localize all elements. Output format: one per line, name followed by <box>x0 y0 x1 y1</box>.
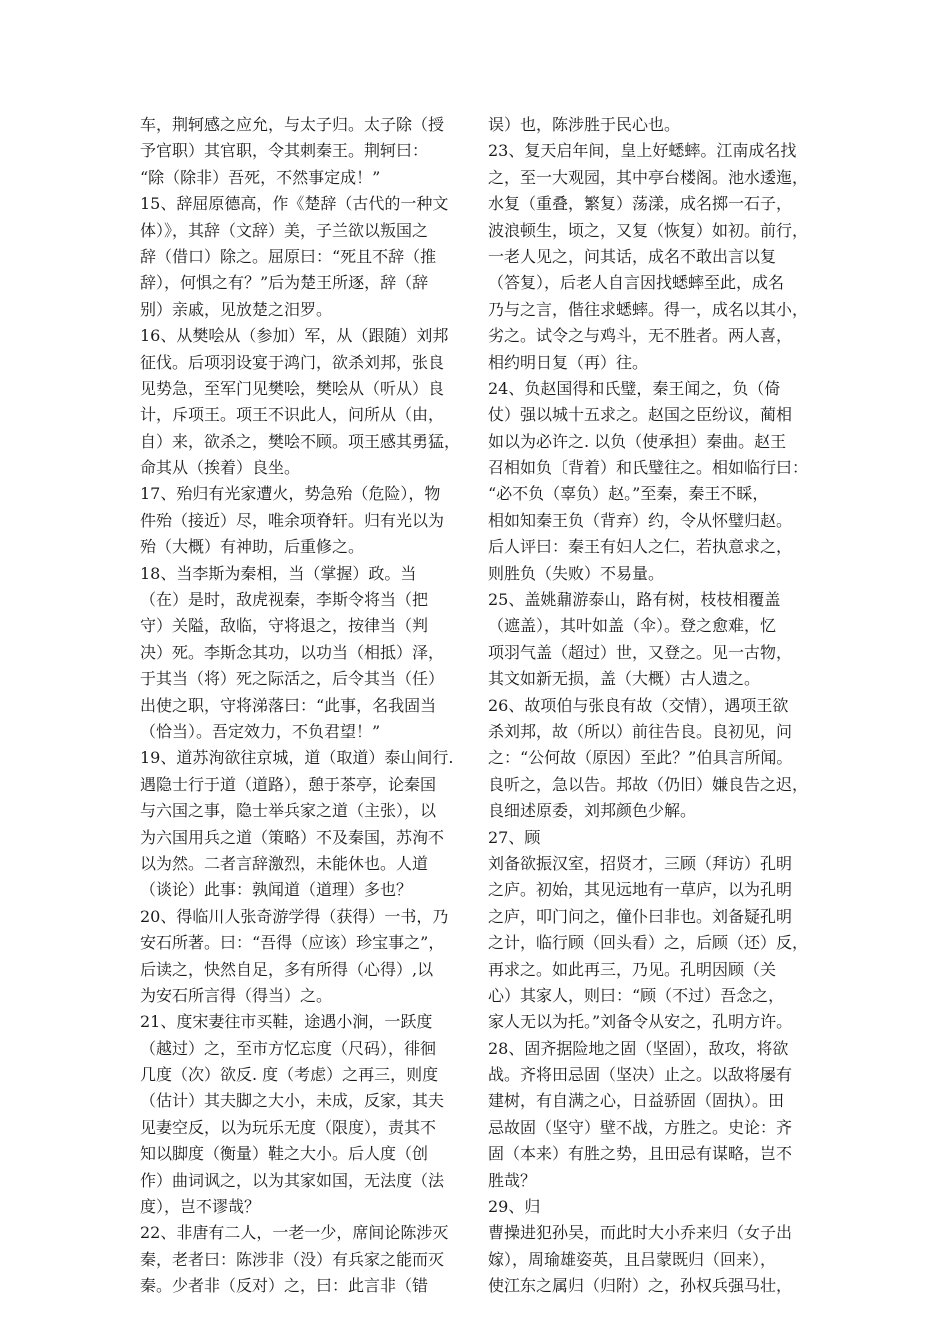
text-line: 20、得临川人张奇游学得（获得）一书，乃 <box>140 906 449 926</box>
text-line: 殆（大概）有神助，后重修之。 <box>140 537 365 557</box>
text-line: 忌故固（坚守）壁不战，方胜之。史论：齐 <box>488 1117 793 1137</box>
text-line: 固（本来）有胜之势，且田忌有谋略，岂不 <box>488 1144 793 1164</box>
text-line: 胜哉？ <box>488 1170 537 1190</box>
text-line: 其文如新无损，盖（大概）古人遗之。 <box>488 669 761 689</box>
text-line: 命其从（挨着）良坐。 <box>140 458 301 478</box>
text-line: 相约明日复（再）往。 <box>488 352 649 372</box>
text-line: 使江东之属归（归附）之，孙权兵强马壮， <box>488 1276 793 1296</box>
text-line: 件殆（接近）尽，唯余项脊轩。归有光以为 <box>140 510 445 530</box>
text-line: 车，荆轲感之应允，与太子归。太子除（授 <box>140 115 445 134</box>
text-line: 体）》，其辞（文辞）美，子兰欲以叛国之 <box>140 220 429 240</box>
text-line: 19、道苏洵欲往京城，道（取道）泰山间行. <box>140 748 454 768</box>
text-line: 相如知秦王负（背弃）约，令从怀璧归赵。 <box>488 510 793 530</box>
text-line: 杀刘邦，故（所以）前往告良。良初见，问 <box>488 721 793 741</box>
text-line: 出使之职，守将涕落曰：“此事，名我固当 <box>140 695 437 715</box>
text-line: 良听之，急以告。邦故（仍旧）嫌良告之迟， <box>488 774 809 794</box>
text-line: 以为然。二者言辞激烈，未能休也。人道 <box>140 853 429 873</box>
text-line: （估计）其夫脚之大小，未成，反家，其夫 <box>140 1091 445 1111</box>
text-line: 一老人见之，问其话，成名不敢出言以复 <box>488 246 777 266</box>
text-line: 后读之，快然自足，多有所得（心得）,以 <box>140 959 434 979</box>
text-line: 嫁），周瑜雄姿英，且吕蒙既归（回来）， <box>488 1249 777 1269</box>
text-line: 劣之。试令之与鸡斗，无不胜者。两人喜， <box>488 326 793 346</box>
text-line: “除（除非）吾死，不然事定成！” <box>140 167 381 187</box>
text-line: 15、辞屈原德高，作《楚辞（古代的一种文 <box>140 194 449 214</box>
text-line: 为安石所言得（得当）之。 <box>140 985 333 1005</box>
text-line: 水复（重叠，繁复）荡漾，成名掷一石子， <box>488 194 793 214</box>
text-line: （恰当）。吾定效力，不负君望！” <box>140 721 381 741</box>
text-line: 项羽气盖（超过）世，又登之。见一古物， <box>488 642 793 662</box>
text-line: 计，斥项王。项王不识此人，问所从（由， <box>140 405 445 425</box>
text-line: 27、顾 <box>488 827 541 847</box>
text-line: 见势急，至军门见樊哙，樊哙从（听从）良 <box>140 378 445 398</box>
text-line: 家人无以为托。”刘备令从安之，孔明方许。 <box>488 1012 793 1032</box>
text-line: 自）来，欲杀之，樊哙不顾。项王感其勇猛， <box>140 431 461 451</box>
text-line: 良细述原委，刘邦颜色少解。 <box>488 801 697 821</box>
text-line: （在）是时，敌虎视秦，李斯令将当（把 <box>140 590 429 610</box>
text-line: 几度（次）欲反. 度（考虑）之再三，则度 <box>140 1065 439 1085</box>
text-line: 知以脚度（衡量）鞋之大小。后人度（创 <box>140 1144 429 1164</box>
text-line: 于其当（将）死之际活之，后令其当（任） <box>140 669 445 689</box>
right-text-column <box>488 112 820 1300</box>
text-line: 辞（借口）除之。屈原曰：“死且不辞（推 <box>140 246 437 266</box>
text-line: 22、非唐有二人，一老一少，席间论陈涉灭 <box>140 1223 449 1243</box>
text-line: “必不负（辜负）赵。”至秦，秦王不睬， <box>488 484 769 504</box>
text-line: 再求之。如此再三，乃见。孔明因顾（关 <box>488 959 777 979</box>
text-line: 秦，老者曰：陈涉非（没）有兵家之能而灭 <box>140 1249 445 1269</box>
text-line: 守）关隘，敌临，守将退之，按律当（判 <box>140 616 429 636</box>
text-line: 战。齐将田忌固（坚决）止之。以敌将屡有 <box>488 1065 793 1085</box>
text-line: 16、从樊哙从（参加）军，从（跟随）刘邦 <box>140 326 449 346</box>
text-line: 仗）强以城十五求之。赵国之臣纷议，蔺相 <box>488 405 793 425</box>
text-line: 之：“公何故（原因）至此？”伯具言所闻。 <box>488 748 793 768</box>
text-line: 17、殆归有光家遭火，势急殆（危险），物 <box>140 484 441 504</box>
text-line: 度），岂不谬哉？ <box>140 1197 261 1217</box>
text-line: 刘备欲振汉室，招贤才，三顾（拜访）孔明 <box>488 853 793 873</box>
text-line: 之，至一大观园，其中亭台楼阁。池水逶迤， <box>488 167 809 187</box>
text-line: 见妻空反，以为玩乐无度（限度），责其不 <box>140 1117 437 1137</box>
text-line: 误）也，陈涉胜于民心也。 <box>488 115 681 134</box>
text-line: （遮盖），其叶如盖（伞）。登之愈难，忆 <box>488 616 777 636</box>
text-line: 心）其家人，则曰：“顾（不过）吾念之， <box>488 985 785 1005</box>
text-line: 如以为必许之. 以负（使承担）秦曲。赵王 <box>488 431 787 451</box>
text-line: 与六国之事，隐士举兵家之道（主张），以 <box>140 801 437 821</box>
text-line: 25、盖姚鼐游泰山，路有树，枝枝相覆盖 <box>488 590 781 610</box>
text-line: 之计，临行顾（回头看）之，后顾（还）反， <box>488 933 809 953</box>
text-line: 则胜负（失败）不易量。 <box>488 563 665 583</box>
text-line: 安石所著。曰：“吾得（应该）珍宝事之”， <box>140 933 445 953</box>
text-line: 28、固齐据险地之固（坚固），敌攻，将欲 <box>488 1038 789 1058</box>
text-line: 辞），何惧之有？”后为楚王所逐，辞（辞 <box>140 273 429 293</box>
text-line: 作）曲词讽之，以为其家如国，无法度（法 <box>140 1170 445 1190</box>
text-line: 23、复天启年间，皇上好蟋蟀。江南成名找 <box>488 141 797 161</box>
text-line: 召相如负〔背着）和氏璧往之。相如临行曰： <box>488 458 809 478</box>
text-line: 遇隐士行于道（道路），憩于茶亭，论秦国 <box>140 774 437 794</box>
text-line: 为六国用兵之道（策略）不及秦国，苏洵不 <box>140 827 445 847</box>
text-line: 乃与之言，偕往求蟋蟀。得一，成名以其小， <box>488 299 809 319</box>
text-line: 24、负赵国得和氏璧，秦王闻之，负（倚 <box>488 378 781 398</box>
text-line: 征伐。后项羽设宴于鸿门，欲杀刘邦，张良 <box>140 352 445 372</box>
text-line: 之庐。初始，其见远地有一草庐，以为孔明 <box>488 880 793 900</box>
text-line: 21、度宋妻往市买鞋，途遇小涧，一跃度 <box>140 1012 433 1032</box>
text-line: 建树，有自满之心，日益骄固（固执）。田 <box>488 1091 785 1111</box>
text-line: 29、归 <box>488 1197 541 1217</box>
text-line: （越过）之，至市方忆忘度（尺码），徘徊 <box>140 1038 437 1058</box>
left-text-column <box>140 112 472 1300</box>
text-line: 秦。少者非（反对）之，曰：此言非（错 <box>140 1276 429 1296</box>
text-line: 26、故项伯与张良有故（交情），遇项王欲 <box>488 695 789 715</box>
text-line: 18、当李斯为秦相，当（掌握）政。当 <box>140 563 417 583</box>
text-line: 波浪顿生，顷之，又复（恢复）如初。前行， <box>488 220 809 240</box>
text-line: 后人评曰：秦王有妇人之仁，若执意求之， <box>488 537 793 557</box>
text-line: 决）死。李斯念其功，以功当（相抵）泽， <box>140 642 445 662</box>
text-line: （谈论）此事：孰闻道（道理）多也？ <box>140 880 413 900</box>
text-line: （答复），后老人自言因找蟋蟀至此，成名 <box>488 273 785 293</box>
text-line: 予官职）其官职，令其刺秦王。荆轲曰： <box>140 141 429 161</box>
text-line: 别）亲戚，见放楚之汨罗。 <box>140 299 333 319</box>
text-line: 之庐，叩门问之，僮仆曰非也。刘备疑孔明 <box>488 906 793 926</box>
text-line: 曹操进犯孙吴，而此时大小乔来归（女子出 <box>488 1223 793 1243</box>
